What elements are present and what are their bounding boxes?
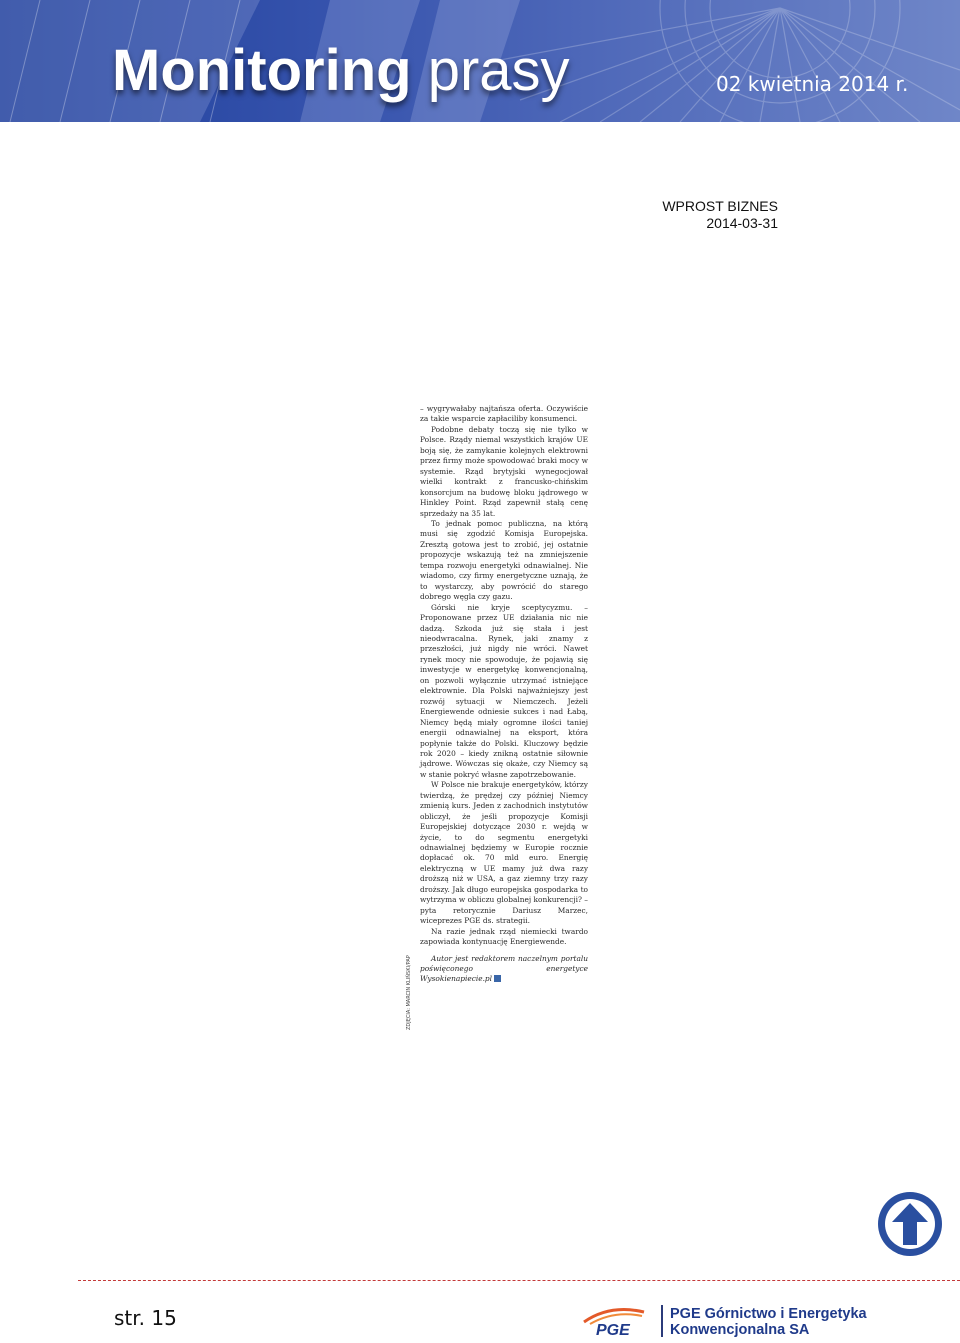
header-banner <box>0 0 960 122</box>
logo-divider <box>661 1305 663 1337</box>
article-paragraph: To jednak pomoc publiczna, na którą musi się zgodzić Komisja Europejska. Zresztą gotowa jest to zrobić, jej ostatnie propozycje wskazują też na zmniejszenie tempa rozwoju energetyki odnawialnej. Nie wiadomo, czy firmy energetyczne uznają, że to wystarczy, aby powrócić do starego dobrego węgla czy gazu. <box>420 518 588 602</box>
end-of-article-icon <box>494 975 501 982</box>
company-name-line-1: PGE Górnictwo i Energetyka <box>670 1306 867 1322</box>
footer-divider <box>78 1280 960 1281</box>
pge-logo-text: PGE <box>596 1322 630 1338</box>
pge-logo <box>580 1302 652 1338</box>
arrow-up-circle-icon <box>876 1190 944 1258</box>
page-number: str. 15 <box>114 1306 177 1330</box>
header-date: 02 kwietnia 2014 r. <box>716 72 909 96</box>
article-paragraph: – wygrywałaby najtańsza oferta. Oczywiście za takie wsparcie zapłaciliby konsumenci. <box>420 404 588 424</box>
page-title <box>112 38 570 104</box>
page-title-bold: Monitoring <box>112 38 412 103</box>
article-clipping <box>420 404 588 985</box>
article-paragraph: Podobne debaty toczą się nie tylko w Polsce. Rządy niemal wszystkich krajów UE boją się, że zamykanie kolejnych elektrowni przez firmy może spowodować braki mocy w systemie. Rząd brytyjski wynegocjował wielki kontrakt z francusko-chińskim konsorcjum na budowę bloku jądrowego w Hinkley Point. Rząd zapewnił stałą cenę sprzedaży na 35 lat. <box>420 424 588 518</box>
page-title-regular: prasy <box>427 38 570 103</box>
source-date: 2014-03-31 <box>706 215 778 231</box>
source-block <box>662 198 778 232</box>
photo-credit <box>405 946 415 1030</box>
company-name-line-2: Konwencjonalna SA <box>670 1322 810 1338</box>
article-paragraph: W Polsce nie brakuje energetyków, którzy twierdzą, że prędzej czy później Niemcy zmienią kurs. Jeden z zachodnich instytutów obliczył, że jeśli propozycje Komisji Europejskiej dotyczące 2030 r. wejdą w życie, to do segmentu energetyki odnawialnej będziemy w Europie rocznie dopłacać ok. 70 mld euro. Energię elektryczną w UE mamy już dwa razy droższą niż w USA, a gaz ziemny trzy razy droższy. Jak długo europejska gospodarka to wytrzyma w obliczu globalnej konkurencji? – pyta retorycznie Dariusz Marzec, wiceprezes PGE ds. strategii. <box>420 780 588 926</box>
source-publication: WPROST BIZNES <box>662 198 778 214</box>
photo-credit-text: ZDJĘCIA: MARCIN KLIŃSKI/PAP <box>406 955 412 1030</box>
company-name <box>670 1306 867 1338</box>
author-note: Autor jest redaktorem naczelnym portalu poświęconego energetyce Wysokienapiecie.pl <box>420 953 588 984</box>
pge-logo-mark <box>580 1302 652 1338</box>
article-paragraph: Na razie jednak rząd niemiecki twardo zapowiada kontynuację Energiewende. <box>420 926 588 947</box>
author-note-wrapper <box>420 954 588 985</box>
back-to-top-button[interactable] <box>876 1190 944 1258</box>
article-paragraph: Górski nie kryje sceptycyzmu. – Proponowane przez UE działania nic nie dadzą. Szkoda już się stała i jest nieodwracalna. Rynek, jaki znamy z przeszłości, już nigdy nie wróci. Nawet rynek mocy nie spowoduje, że pojawią się inwestycje w energetykę konwencjonalną, on pozwoli wyłącznie utrzymać istniejące elektrownie. Dla Polski najważniejszy jest rozwój sytuacji w Niemczech. Jeżeli Energiewende odniesie sukces i nad Łabą, Niemcy będą miały ogromne ilości taniej energii odnawialnej na eksport, która popłynie także do Polski. Kluczowy będzie rok 2020 – kiedy znikną ostatnie siłownie jądrowe. Wówczas się okaże, czy Niemcy są w stanie pokryć własne zapotrzebowanie. <box>420 602 588 779</box>
